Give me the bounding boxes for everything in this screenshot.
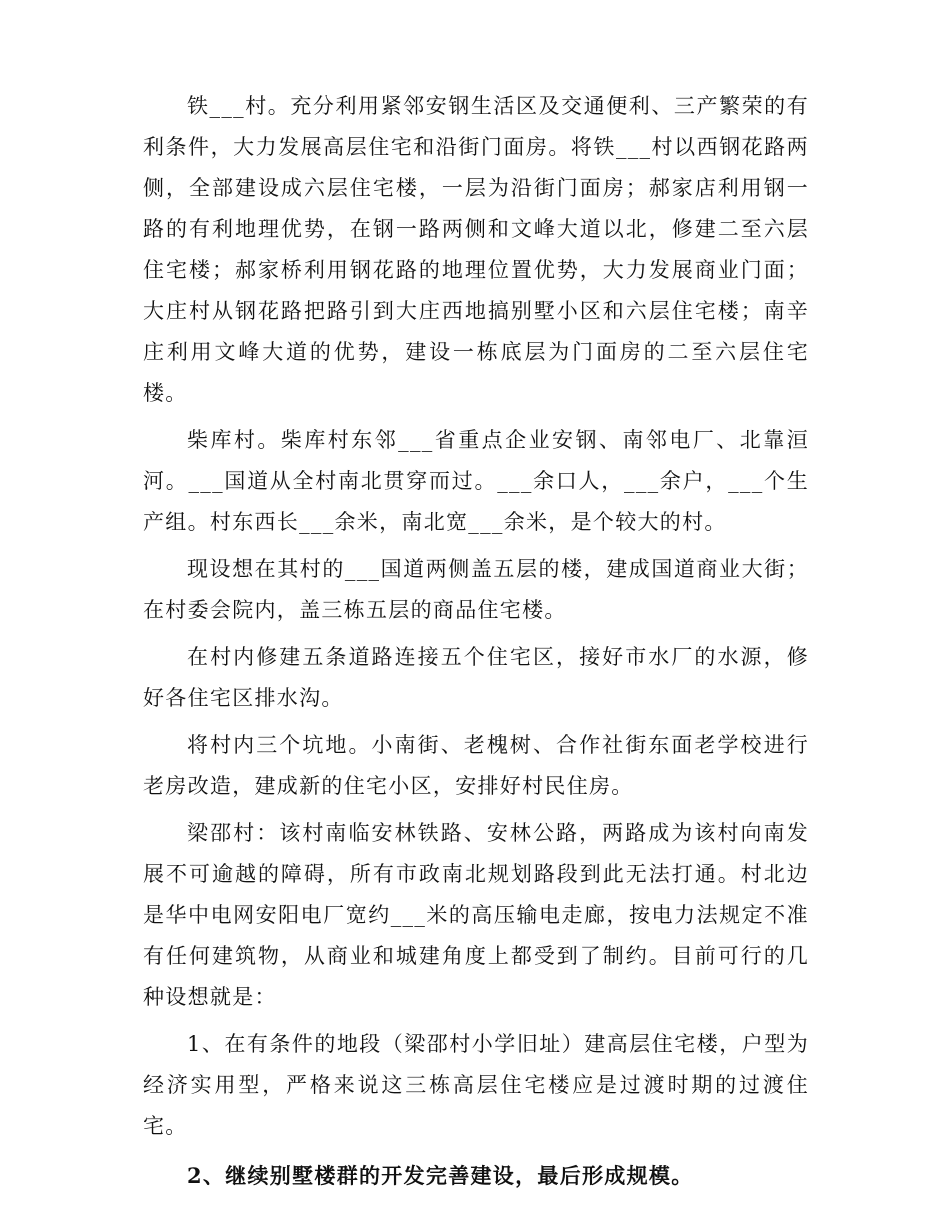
paragraph-liangshao-village: 梁邵村：该村南临安林铁路、安林公路，两路成为该村向南发展不可逾越的障碍，所有市政南北规划路段到此无法打通。村北边是华中电网安阳电厂宽约___米的高压输电走廊，按电力法规定不准有任何建筑物，从商业和城建角度上都受到了制约。目前可行的几种设想就是： (143, 821, 809, 1009)
paragraph-item-2: 2、继续别墅楼群的开发完善建设，最后形成规模。 (187, 1163, 694, 1188)
paragraph-tie-village: 铁___村。充分利用紧邻安钢生活区及交通便利、三产繁荣的有利条件，大力发展高层住宅和沿街门面房。将铁___村以西钢花路两侧，全部建设成六层住宅楼，一层为沿街门面房；郝家店利用钢一路的有利地理优势，在钢一路两侧和文峰大道以北，修建二至六层住宅楼；郝家桥利用钢花路的地理位置优势，大力发展商业门面；大庄村从钢花路把路引到大庄西地搞别墅小区和六层住宅楼；南辛庄利用文峰大道的优势，建设一栋底层为门面房的二至六层住宅楼。 (143, 94, 809, 405)
document-body (143, 86, 809, 1202)
paragraph-item-1: 1、在有条件的地段（梁邵村小学旧址）建高层住宅楼，户型为经济实用型，严格来说这三栋高层住宅楼应是过渡时期的过渡住宅。 (143, 1032, 809, 1138)
paragraph-chaiku-village: 柴库村。柴库村东邻___省重点企业安钢、南邻电厂、北靠洹河。___国道从全村南北贯穿而过。___余口人，___余户，___个生产组。村东西长___余米，南北宽___余米，是个较大的村。 (143, 428, 809, 534)
paragraph-chaiku-plan: 现设想在其村的___国道两侧盖五层的楼，建成国道商业大街；在村委会院内，盖三栋五层的商品住宅楼。 (143, 557, 809, 622)
paragraph-renovation: 将村内三个坑地。小南街、老槐树、合作社街东面老学校进行老房改造，建成新的住宅小区，安排好村民住房。 (143, 733, 809, 798)
paragraph-roads: 在村内修建五条道路连接五个住宅区，接好市水厂的水源，修好各住宅区排水沟。 (143, 645, 809, 710)
